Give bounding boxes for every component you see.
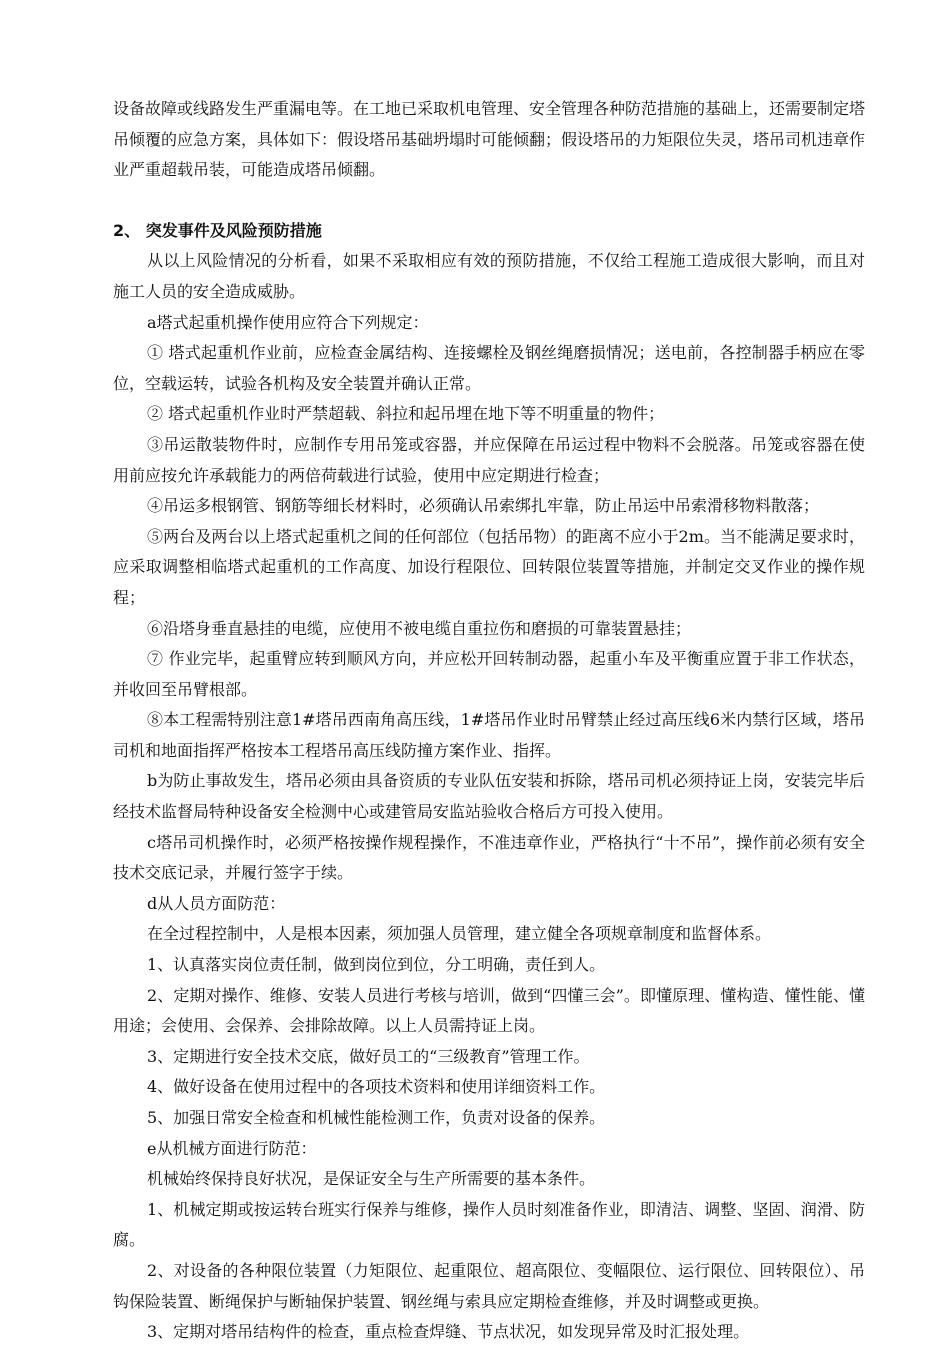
- section-heading: 2、 突发事件及风险预防措施: [113, 220, 322, 240]
- body-paragraph: ② 塔式起重机作业时严禁超载、斜拉和起吊埋在地下等不明重量的物件；: [147, 404, 665, 424]
- body-paragraph: a塔式起重机操作使用应符合下列规定：: [147, 312, 429, 332]
- body-paragraph: ③吊运散装物件时，应制作专用吊笼或容器，并应保障在吊运过程中物料不会脱落。吊笼或容器在使用前应按允许承载能力的两倍荷载进行试验，使用中应定期进行检查；: [113, 434, 865, 485]
- body-paragraph: 从以上风险情况的分析看，如果不采取相应有效的预防措施，不仅给工程施工造成很大影响，而且对施工人员的安全造成威胁。: [113, 251, 865, 301]
- body-paragraph: d从人员方面防范：: [147, 893, 286, 913]
- body-paragraph: 机械始终保持良好状况，是保证安全与生产所需要的基本条件。: [147, 1169, 596, 1189]
- body-paragraph: 3、定期进行安全技术交底，做好员工的“三级教育”管理工作。: [147, 1046, 590, 1066]
- body-paragraph: ① 塔式起重机作业前，应检查金属结构、连接螺栓及钢丝绳磨损情况；送电前，各控制器手柄应在零位，空载运转，试验各机构及安全装置并确认正常。: [113, 343, 865, 393]
- body-paragraph: 2、对设备的各种限位装置（力矩限位、起重限位、超高限位、变幅限位、运行限位、回转限位）、吊钩保险装置、断绳保护与断轴保护装置、钢丝绳与索具应定期检查维修，并及时调整或更换。: [113, 1260, 865, 1311]
- body-paragraph: 1、机械定期或按运转台班实行保养与维修，操作人员时刻准备作业，即清洁、调整、坚固、润滑、防腐。: [113, 1199, 865, 1250]
- body-paragraph: ⑥沿塔身垂直悬挂的电缆，应使用不被电缆自重拉伤和磨损的可靠装置悬挂；: [147, 618, 692, 638]
- body-paragraph: ⑧本工程需特别注意1#塔吊西南角高压线，1#塔吊作业时吊臂禁止经过高压线6米内禁行区域，塔吊司机和地面指挥严格按本工程塔吊高压线防撞方案作业、指挥。: [113, 710, 865, 760]
- intro-paragraph: 设备故障或线路发生严重漏电等。在工地已采取机电管理、安全管理各种防范措施的基础上，还需要制定塔吊倾覆的应急方案，具体如下：假设塔吊基础坍塌时可能倾翻；假设塔吊的力矩限位失灵，塔吊司机违章作业严重超载吊装，可能造成塔吊倾翻。: [113, 99, 866, 180]
- body-paragraph: 3、定期对塔吊结构件的检查，重点检查焊缝、节点状况，如发现异常及时汇报处理。: [147, 1322, 750, 1342]
- body-paragraph: ⑤两台及两台以上塔式起重机之间的任何部位（包括吊物）的距离不应小于2m。当不能满足要求时，应采取调整相临塔式起重机的工作高度、加设行程限位、回转限位装置等措施，并制定交叉作业的操作规程；: [113, 526, 865, 607]
- body-paragraph: c塔吊司机操作时，必须严格按操作规程操作，不准违章作业，严格执行“十不吊”，操作前必须有安全技术交底记录，并履行签字于续。: [113, 832, 865, 883]
- body-paragraph: b为防止事故发生，塔吊必须由具备资质的专业队伍安装和拆除，塔吊司机必须持证上岗，安装完毕后经技术监督局特种设备安全检测中心或建管局安监站验收合格后方可投入使用。: [113, 771, 865, 822]
- body-paragraph: ④吊运多根钢管、钢筋等细长材料时，必须确认吊索绑扎牢靠，防止吊运中吊索滑移物料散落；: [147, 496, 820, 516]
- body-paragraph: 在全过程控制中，人是根本因素，须加强人员管理，建立健全各项规章制度和监督体系。: [147, 924, 772, 944]
- body-paragraph: e从机械方面进行防范：: [147, 1138, 317, 1158]
- body-paragraph: ⑦ 作业完毕，起重臂应转到顺风方向，并应松开回转制动器，起重小车及平衡重应置于非工作状态，并收回至吊臂根部。: [113, 649, 865, 699]
- paragraph-gap: [113, 186, 865, 216]
- body-paragraph: 4、做好设备在使用过程中的各项技术资料和使用详细资料工作。: [147, 1077, 606, 1097]
- body-paragraph: 1、认真落实岗位责任制，做到岗位到位，分工明确，责任到人。: [147, 955, 606, 975]
- document-body: [113, 94, 865, 1348]
- body-paragraph: 5、加强日常安全检查和机械性能检测工作，负责对设备的保养。: [147, 1108, 606, 1127]
- body-paragraph: 2、定期对操作、维修、安装人员进行考核与培训，做到“四懂三会”。即懂原理、懂构造、懂性能、懂用途；会使用、会保养、会排除故障。以上人员需持证上岗。: [113, 985, 865, 1036]
